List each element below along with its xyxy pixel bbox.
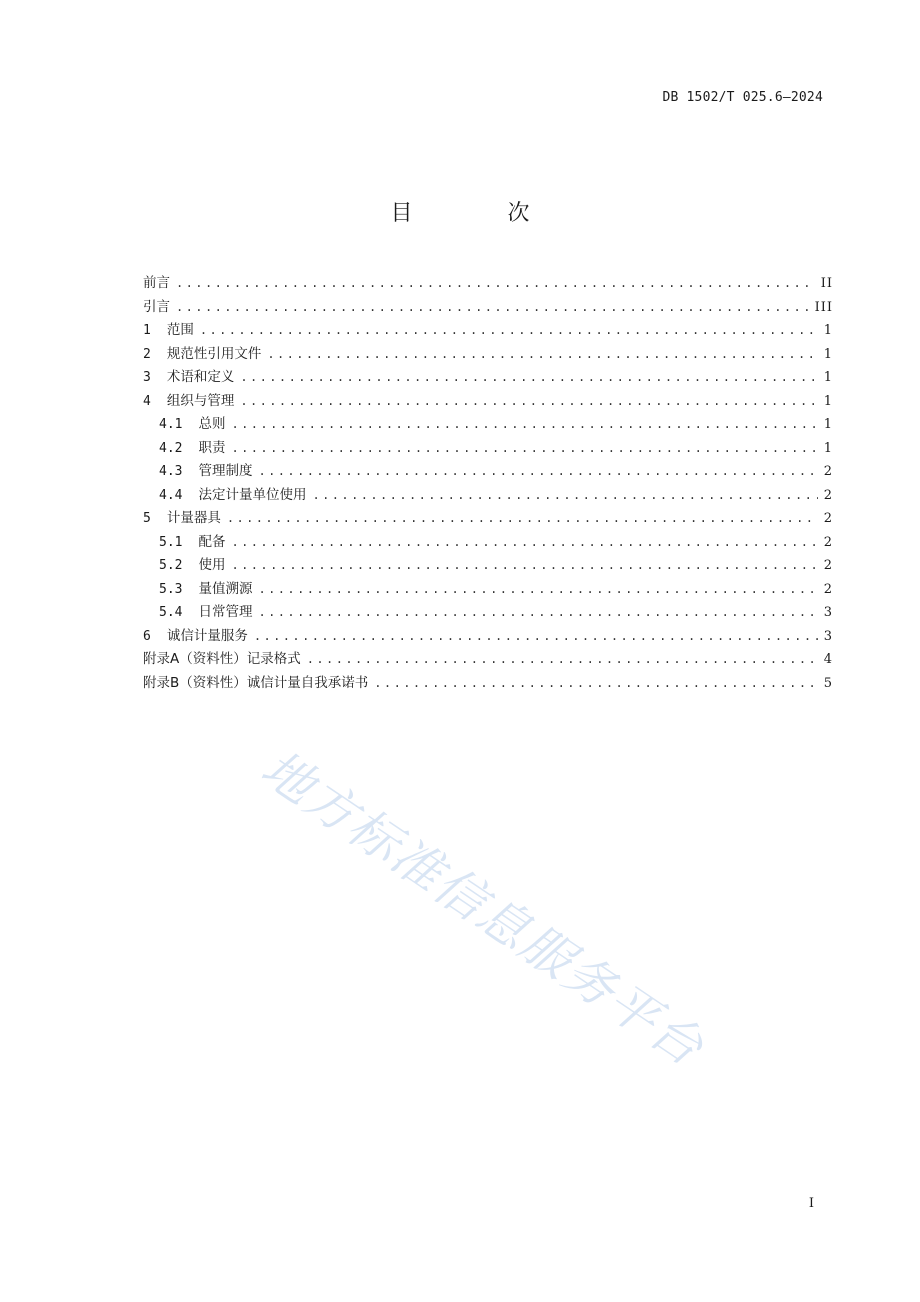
toc-entry[interactable] bbox=[143, 671, 833, 695]
toc-entry[interactable] bbox=[143, 553, 833, 577]
watermark: 地方标准信息服务平台 bbox=[250, 738, 715, 1078]
toc-entry-page: 2 bbox=[823, 464, 833, 479]
toc-entry-page: 3 bbox=[823, 605, 833, 620]
toc-entry-page: III bbox=[814, 299, 833, 315]
toc-entry-page: 1 bbox=[823, 417, 833, 432]
toc-entry-label: 规范性引用文件 bbox=[166, 345, 262, 362]
toc-entry-label: 计量器具 bbox=[166, 510, 221, 526]
toc-entry[interactable] bbox=[143, 459, 833, 483]
toc-entry-page: 4 bbox=[823, 652, 833, 667]
toc-entry-page: 2 bbox=[823, 581, 833, 597]
toc-entry-label: 管理制度 bbox=[198, 463, 253, 479]
toc-entry-label: 使用 bbox=[198, 557, 226, 573]
toc-entry-number: 5 bbox=[143, 511, 151, 526]
toc-dot-leader bbox=[176, 276, 815, 290]
toc-entry[interactable] bbox=[143, 365, 833, 389]
page-title: 目 次 bbox=[390, 201, 574, 226]
toc-entry[interactable] bbox=[143, 436, 833, 460]
toc-entry-label: 总则 bbox=[198, 416, 226, 432]
toc-entry-page: 2 bbox=[823, 487, 833, 503]
toc-entry[interactable] bbox=[143, 506, 833, 530]
toc-dot-leader bbox=[267, 347, 817, 361]
toc-entry-number: 4.3 bbox=[159, 464, 183, 479]
toc-entry-page: 1 bbox=[823, 323, 833, 338]
toc-entry-page: 1 bbox=[823, 393, 833, 409]
toc-entry-number: 4.1 bbox=[159, 417, 183, 432]
toc-entry[interactable] bbox=[143, 295, 833, 319]
document-code: DB 1502/T 025.6—2024 bbox=[662, 90, 823, 105]
toc-entry[interactable] bbox=[143, 624, 833, 648]
toc-entry-number: 4 bbox=[143, 393, 151, 409]
toc-entry[interactable] bbox=[143, 577, 833, 601]
toc-entry-number: 3 bbox=[143, 370, 151, 385]
toc-dot-leader bbox=[231, 558, 817, 572]
toc-entry-label: 诚信计量服务 bbox=[166, 627, 248, 644]
toc-entry-label: 法定计量单位使用 bbox=[198, 486, 307, 503]
toc-entry[interactable] bbox=[143, 530, 833, 554]
toc-dot-leader bbox=[254, 629, 818, 643]
toc-entry-page: II bbox=[820, 276, 833, 291]
toc-dot-leader bbox=[240, 370, 817, 384]
toc-entry[interactable] bbox=[143, 318, 833, 342]
toc-entry-label: 附录B（资料性）诚信计量自我承诺书 bbox=[143, 674, 369, 691]
toc-dot-leader bbox=[200, 323, 818, 337]
toc-dot-leader bbox=[231, 417, 817, 431]
toc-dot-leader bbox=[176, 300, 809, 314]
toc-entry-number: 5.3 bbox=[159, 581, 183, 597]
toc-entry-page: 1 bbox=[823, 370, 833, 385]
toc-entry-label: 范围 bbox=[166, 322, 194, 338]
toc-dot-leader bbox=[231, 441, 817, 455]
toc-entry-number: 5.2 bbox=[159, 558, 183, 573]
toc-dot-leader bbox=[231, 535, 817, 549]
toc-dot-leader bbox=[312, 488, 817, 502]
toc-dot-leader bbox=[258, 582, 817, 596]
toc-entry[interactable] bbox=[143, 600, 833, 624]
toc-entry-label: 量值溯源 bbox=[198, 580, 253, 597]
toc-entry-label: 前言 bbox=[143, 275, 170, 291]
toc-entry-label: 组织与管理 bbox=[166, 392, 235, 409]
toc-dot-leader bbox=[240, 394, 817, 408]
toc-entry-number: 5.4 bbox=[159, 605, 183, 620]
toc-entry-page: 5 bbox=[823, 675, 833, 691]
table-of-contents bbox=[143, 271, 833, 694]
toc-entry[interactable] bbox=[143, 271, 833, 295]
toc-entry-number: 5.1 bbox=[159, 534, 183, 550]
toc-entry-label: 日常管理 bbox=[198, 604, 253, 620]
toc-entry-page: 2 bbox=[823, 511, 833, 526]
toc-entry-page: 3 bbox=[823, 628, 833, 644]
toc-entry[interactable] bbox=[143, 483, 833, 507]
toc-entry-number: 6 bbox=[143, 628, 151, 644]
toc-dot-leader bbox=[258, 605, 817, 619]
toc-entry-label: 配备 bbox=[198, 533, 226, 550]
toc-entry-page: 2 bbox=[823, 534, 833, 550]
toc-entry-label: 术语和定义 bbox=[166, 369, 235, 385]
toc-entry[interactable] bbox=[143, 647, 833, 671]
toc-dot-leader bbox=[374, 676, 817, 690]
toc-dot-leader bbox=[227, 511, 818, 525]
toc-entry-label: 引言 bbox=[143, 298, 170, 315]
toc-entry-number: 4.4 bbox=[159, 487, 183, 503]
toc-entry[interactable] bbox=[143, 342, 833, 366]
toc-entry-page: 1 bbox=[823, 440, 833, 456]
toc-entry-number: 1 bbox=[143, 323, 151, 338]
toc-dot-leader bbox=[258, 464, 817, 478]
toc-entry-label: 职责 bbox=[198, 439, 226, 456]
page-number: I bbox=[808, 1196, 814, 1211]
toc-entry-page: 1 bbox=[823, 346, 833, 362]
toc-entry-number: 4.2 bbox=[159, 440, 183, 456]
toc-entry-page: 2 bbox=[823, 558, 833, 573]
toc-dot-leader bbox=[307, 652, 818, 666]
toc-entry[interactable] bbox=[143, 389, 833, 413]
toc-entry-label: 附录A（资料性）记录格式 bbox=[143, 651, 301, 667]
toc-entry[interactable] bbox=[143, 412, 833, 436]
toc-entry-number: 2 bbox=[143, 346, 151, 362]
